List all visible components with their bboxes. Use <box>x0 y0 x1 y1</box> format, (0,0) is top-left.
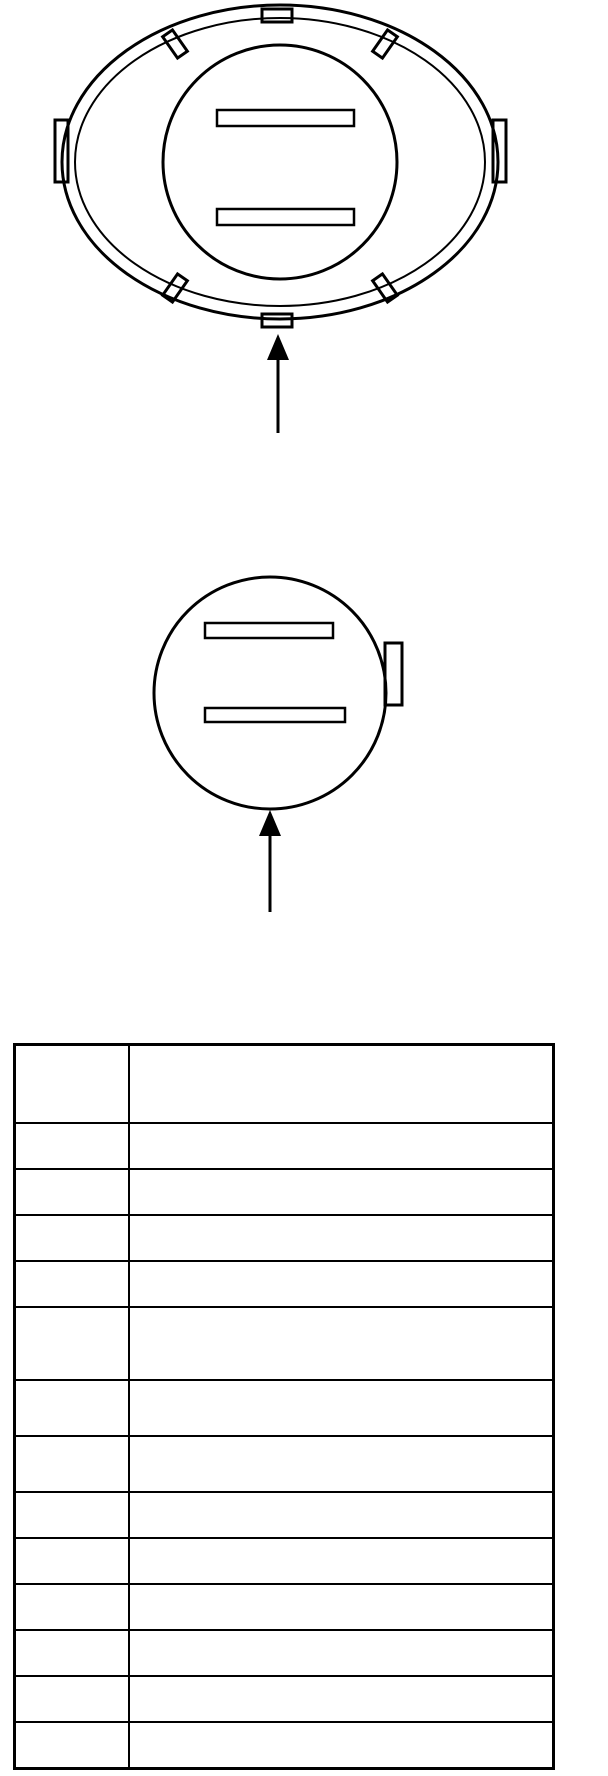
function-cell <box>129 1630 554 1676</box>
table-row <box>15 1538 554 1584</box>
table-row <box>15 1676 554 1722</box>
table-row <box>15 1630 554 1676</box>
cavity-function-table <box>13 1043 555 1770</box>
function-cell <box>129 1380 554 1436</box>
cavity-header <box>15 1045 130 1124</box>
lower-key-bar <box>217 209 354 225</box>
top-tab <box>262 9 292 22</box>
function-cell <box>129 1436 554 1492</box>
cavity-cell <box>15 1123 130 1169</box>
table-row <box>15 1722 554 1769</box>
internal-lower-bar <box>205 708 345 722</box>
function-cell <box>129 1538 554 1584</box>
upper-key-bar <box>217 110 354 126</box>
function-cell <box>129 1722 554 1769</box>
table-row <box>15 1169 554 1215</box>
function-cell <box>129 1169 554 1215</box>
table-header-row <box>15 1045 554 1124</box>
cavity-cell <box>15 1492 130 1538</box>
function-cell <box>129 1584 554 1630</box>
table-row <box>15 1492 554 1538</box>
internal-arrow <box>259 810 281 912</box>
table-row <box>15 1436 554 1492</box>
function-cell <box>129 1307 554 1380</box>
function-header <box>129 1045 554 1124</box>
table-row <box>15 1307 554 1380</box>
table-row <box>15 1380 554 1436</box>
top-connector <box>55 5 506 327</box>
connector-outer-shell <box>62 5 498 319</box>
connector-insert <box>163 45 397 279</box>
cavity-cell <box>15 1307 130 1380</box>
lower-left-tab <box>163 274 188 302</box>
table-row <box>15 1215 554 1261</box>
function-cell <box>129 1123 554 1169</box>
cavity-cell <box>15 1169 130 1215</box>
function-cell <box>129 1676 554 1722</box>
right-tab <box>493 120 506 182</box>
cavity-cell <box>15 1630 130 1676</box>
cavity-cell <box>15 1261 130 1307</box>
internal-upper-bar <box>205 623 333 638</box>
cavity-cell <box>15 1380 130 1436</box>
cavity-cell <box>15 1722 130 1769</box>
table-row <box>15 1261 554 1307</box>
cavity-cell <box>15 1538 130 1584</box>
cavity-cell <box>15 1676 130 1722</box>
function-cell <box>129 1261 554 1307</box>
connector-inner-shell <box>75 18 485 306</box>
function-cell <box>129 1492 554 1538</box>
table-row <box>15 1584 554 1630</box>
cavity-cell <box>15 1215 130 1261</box>
cavity-cell <box>15 1584 130 1630</box>
internal-housing <box>154 577 386 809</box>
internal-side-tab <box>385 643 402 705</box>
bottom-tab <box>262 314 292 327</box>
function-cell <box>129 1215 554 1261</box>
table-row <box>15 1123 554 1169</box>
lower-right-tab <box>373 274 398 302</box>
cavity-cell <box>15 1436 130 1492</box>
internal-connector <box>154 577 402 809</box>
top-arrow <box>267 334 289 433</box>
